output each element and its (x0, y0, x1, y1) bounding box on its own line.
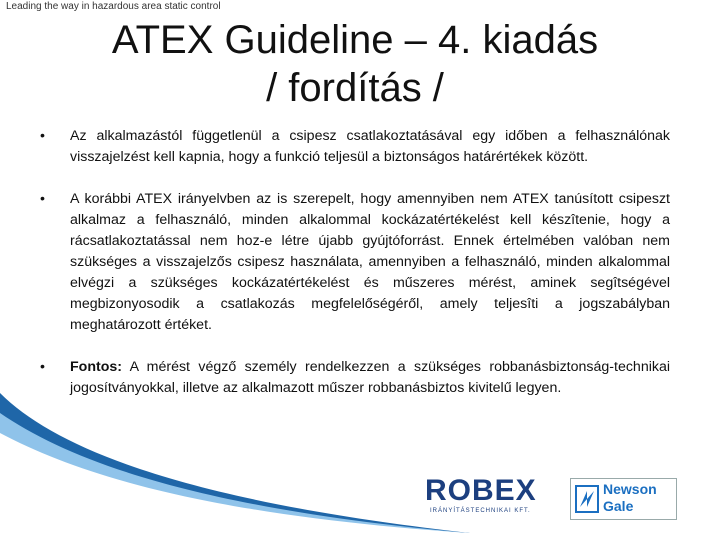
newson-gale-text (603, 481, 657, 515)
bullet-text: Az alkalmazástól függetlenül a csipesz csatlakoztatásával egy időben a felhasználónak visszajelzést kell kapnia, hogy a funkció teljesül a biztonságos határértékek között. (70, 128, 670, 165)
robex-subtitle: IRÁNYÍTÁSTECHNIKAI KFT. (430, 508, 531, 514)
bullet-list (40, 126, 670, 420)
robex-logo: ROBEX (425, 474, 537, 507)
title-line-2: / fordítás / (266, 66, 444, 110)
newson-gale-logo (570, 478, 677, 520)
bullet-item (40, 357, 670, 399)
bullet-text: A korábbi ATEX irányelvben az is szerepelt, hogy amennyiben nem ATEX tanúsított csipeszt alkalmaz a felhasználó, minden alkalommal kockázatértékelést kell készîtenie, hogy a rácsatlakoztatással nem hoz-e létre újabb gyújtóforrást. Ennek értelmében valóban nem szükséges a visszajelzős csipesz használata, amennyiben a felhasználó, minden alkalommal elvégzi a szükséges kockázatértékelést és műszeres mérést, aminek segîtségével megbizonyosodik a csatlakozás megfelelőségéről, amely teljesîti a jogszabályban meghatározott értéket. (70, 191, 670, 333)
bullet-bold-label: Fontos: (70, 359, 123, 375)
newson-text: Newson (603, 481, 657, 497)
bullet-item (40, 126, 670, 168)
title-line-1: ATEX Guideline – 4. kiadás (111, 18, 599, 62)
bullet-item (40, 189, 670, 336)
gale-text: Gale (603, 498, 634, 514)
header-tagline: Leading the way in hazardous area static control (6, 1, 221, 12)
slide-title (0, 16, 710, 112)
bullet-dot: • (40, 191, 45, 207)
bullet-dot: • (40, 359, 45, 375)
bullet-dot: • (40, 128, 45, 144)
bullet-text: A mérést végző személy rendelkezzen a szükséges robbanásbiztonság-technikai jogosítványokkal, illetve az alkalmazott műszer robbanásbiztos kivitelű legyen. (70, 359, 670, 396)
logo-bar (425, 474, 685, 524)
newson-gale-icon (575, 485, 599, 513)
